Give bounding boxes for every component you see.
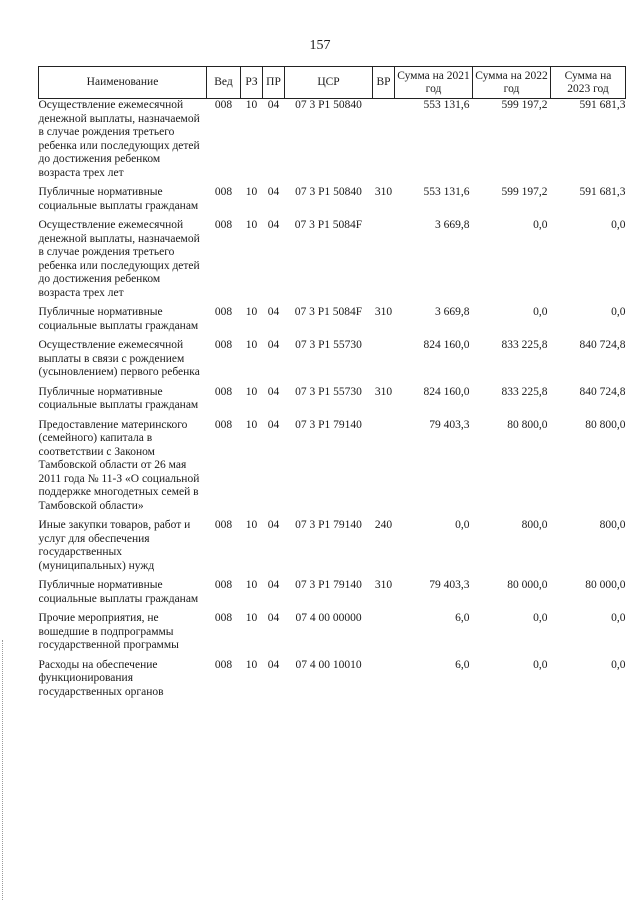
cell-pr: 04 <box>267 519 280 531</box>
cell-vr: 240 <box>374 519 393 531</box>
table-row <box>39 339 626 386</box>
cell-name: Осуществление ежемесячной выплаты в связи с рождением (усыновлением) первого ребенка <box>38 339 200 378</box>
cell-csr: 07 3 P1 5084F <box>294 219 363 231</box>
cell-pr: 04 <box>267 579 280 591</box>
cell-sum-2021: 6,0 <box>455 612 470 624</box>
header-pr: ПР <box>263 67 285 99</box>
cell-rz: 10 <box>245 219 258 231</box>
cell-vr <box>373 99 395 187</box>
cell-ved: 008 <box>214 579 233 591</box>
cell-name: Осуществление ежемесячной денежной выплаты, назначаемой в случае рождения третьего ребенка или последующих детей до достижения ребенком возраста трех лет <box>38 219 200 299</box>
cell-sum-2021: 824 160,0 <box>423 339 470 351</box>
page-number: 157 <box>309 38 331 53</box>
cell-csr: 07 3 P1 55730 <box>295 339 362 351</box>
cell-csr: 07 4 00 00000 <box>295 612 362 624</box>
cell-csr: 07 4 00 10010 <box>295 658 362 671</box>
cell-pr: 04 <box>267 658 280 671</box>
cell-ved: 008 <box>214 186 233 198</box>
cell-sum-2021: 79 403,3 <box>429 418 470 431</box>
cell-pr: 04 <box>267 339 280 351</box>
cell-sum-2023: 591 681,3 <box>579 186 626 198</box>
cell-sum-2022: 800,0 <box>521 519 548 531</box>
cell-sum-2021: 553 131,6 <box>423 186 470 198</box>
cell-rz: 10 <box>245 385 258 398</box>
cell-sum-2021: 6,0 <box>455 658 470 671</box>
table-row <box>39 99 626 187</box>
cell-sum-2023: 840 724,8 <box>579 385 626 398</box>
cell-vr: 310 <box>374 385 393 398</box>
cell-pr: 04 <box>267 99 280 111</box>
table-row <box>39 419 626 520</box>
cell-sum-2022: 80 800,0 <box>507 418 548 431</box>
cell-sum-2021: 0,0 <box>455 519 470 531</box>
cell-sum-2021: 3 669,8 <box>435 219 470 231</box>
header-sum-2023: Сумма на 2023 год <box>551 67 626 99</box>
cell-name: Публичные нормативные социальные выплаты гражданам <box>38 385 199 411</box>
cell-vr: 310 <box>374 306 393 318</box>
cell-pr: 04 <box>267 186 280 198</box>
cell-rz: 10 <box>245 418 258 431</box>
cell-csr: 07 3 P1 79140 <box>295 579 362 591</box>
cell-ved: 008 <box>214 658 233 671</box>
cell-sum-2021: 553 131,6 <box>423 99 470 111</box>
cell-name: Иные закупки товаров, работ и услуг для обеспечения государственных (муниципальных) нужд <box>38 519 191 572</box>
cell-sum-2021: 824 160,0 <box>423 385 470 398</box>
cell-ved: 008 <box>214 219 233 231</box>
cell-sum-2021: 79 403,3 <box>429 579 470 591</box>
table-row <box>39 186 626 219</box>
cell-sum-2022: 0,0 <box>533 658 548 671</box>
cell-ved: 008 <box>214 519 233 531</box>
cell-vr <box>373 219 395 306</box>
cell-csr: 07 3 P1 50840 <box>295 99 362 111</box>
cell-name: Публичные нормативные социальные выплаты гражданам <box>38 579 199 605</box>
table-row <box>39 579 626 612</box>
cell-sum-2022: 0,0 <box>533 306 548 318</box>
cell-vr: 310 <box>374 579 393 591</box>
cell-pr: 04 <box>267 385 280 398</box>
cell-sum-2023: 840 724,8 <box>579 339 626 351</box>
cell-pr: 04 <box>267 612 280 624</box>
cell-vr <box>373 612 395 659</box>
cell-sum-2022: 0,0 <box>533 219 548 231</box>
table-row <box>39 219 626 306</box>
cell-ved: 008 <box>214 306 233 318</box>
cell-name: Предоставление материнского (семейного) капитала в соответствии с Законом Тамбовской области от 26 мая 2011 года № 11-З «О социальной поддержке многодетных семей в Тамбовской области» <box>38 418 200 512</box>
cell-rz: 10 <box>245 519 258 531</box>
cell-rz: 10 <box>245 186 258 198</box>
cell-sum-2023: 591 681,3 <box>579 99 626 111</box>
cell-rz: 10 <box>245 658 258 671</box>
cell-rz: 10 <box>245 99 258 111</box>
cell-csr: 07 3 P1 50840 <box>295 186 362 198</box>
cell-ved: 008 <box>214 385 233 398</box>
cell-vr: 310 <box>374 186 393 198</box>
cell-vr <box>373 419 395 520</box>
cell-sum-2023: 80 800,0 <box>585 418 626 431</box>
header-ved: Вед <box>207 67 241 99</box>
table-row <box>39 519 626 579</box>
header-name: Наименование <box>39 67 207 99</box>
cell-pr: 04 <box>267 219 280 231</box>
cell-sum-2023: 0,0 <box>611 612 626 624</box>
table-row <box>39 386 626 419</box>
header-sum-2022: Сумма на 2022 год <box>473 67 551 99</box>
cell-name: Публичные нормативные социальные выплаты гражданам <box>38 306 199 332</box>
cell-sum-2023: 80 000,0 <box>585 579 626 591</box>
header-rz: РЗ <box>241 67 263 99</box>
cell-ved: 008 <box>214 612 233 624</box>
cell-sum-2023: 0,0 <box>611 658 626 671</box>
cell-csr: 07 3 P1 79140 <box>295 519 362 531</box>
header-vr: ВР <box>373 67 395 99</box>
cell-pr: 04 <box>267 418 280 431</box>
cell-rz: 10 <box>245 612 258 624</box>
cell-sum-2022: 833 225,8 <box>501 339 548 351</box>
cell-sum-2023: 0,0 <box>611 219 626 231</box>
table-row <box>39 306 626 339</box>
cell-sum-2023: 800,0 <box>599 519 626 531</box>
table-body <box>39 99 626 706</box>
cell-vr <box>373 339 395 386</box>
cell-sum-2021: 3 669,8 <box>435 306 470 318</box>
header-sum-2021: Сумма на 2021 год <box>395 67 473 99</box>
cell-sum-2023: 0,0 <box>611 306 626 318</box>
cell-ved: 008 <box>214 99 233 111</box>
cell-csr: 07 3 P1 79140 <box>295 418 362 431</box>
cell-sum-2022: 599 197,2 <box>501 186 548 198</box>
cell-sum-2022: 599 197,2 <box>501 99 548 111</box>
table-row <box>39 612 626 659</box>
cell-sum-2022: 833 225,8 <box>501 385 548 398</box>
cell-vr <box>373 659 395 706</box>
cell-name: Осуществление ежемесячной денежной выплаты, назначаемой в случае рождения третьего ребенка или последующих детей до достижения ребенком возраста трех лет <box>38 99 200 179</box>
cell-pr: 04 <box>267 306 280 318</box>
cell-rz: 10 <box>245 306 258 318</box>
header-csr: ЦСР <box>285 67 373 99</box>
cell-name: Прочие мероприятия, не вошедшие в подпрограммы государственной программы <box>38 612 179 651</box>
scan-edge-marks <box>2 640 5 900</box>
cell-rz: 10 <box>245 579 258 591</box>
cell-sum-2022: 0,0 <box>533 612 548 624</box>
cell-name: Публичные нормативные социальные выплаты гражданам <box>38 186 199 212</box>
cell-name: Расходы на обеспечение функционирования государственных органов <box>38 658 164 698</box>
cell-ved: 008 <box>214 339 233 351</box>
table-row <box>39 659 626 706</box>
budget-table <box>38 66 626 705</box>
cell-csr: 07 3 P1 5084F <box>294 306 363 318</box>
cell-ved: 008 <box>214 418 233 431</box>
cell-rz: 10 <box>245 339 258 351</box>
table-header-row <box>39 67 626 99</box>
cell-sum-2022: 80 000,0 <box>507 579 548 591</box>
cell-csr: 07 3 P1 55730 <box>295 385 362 398</box>
